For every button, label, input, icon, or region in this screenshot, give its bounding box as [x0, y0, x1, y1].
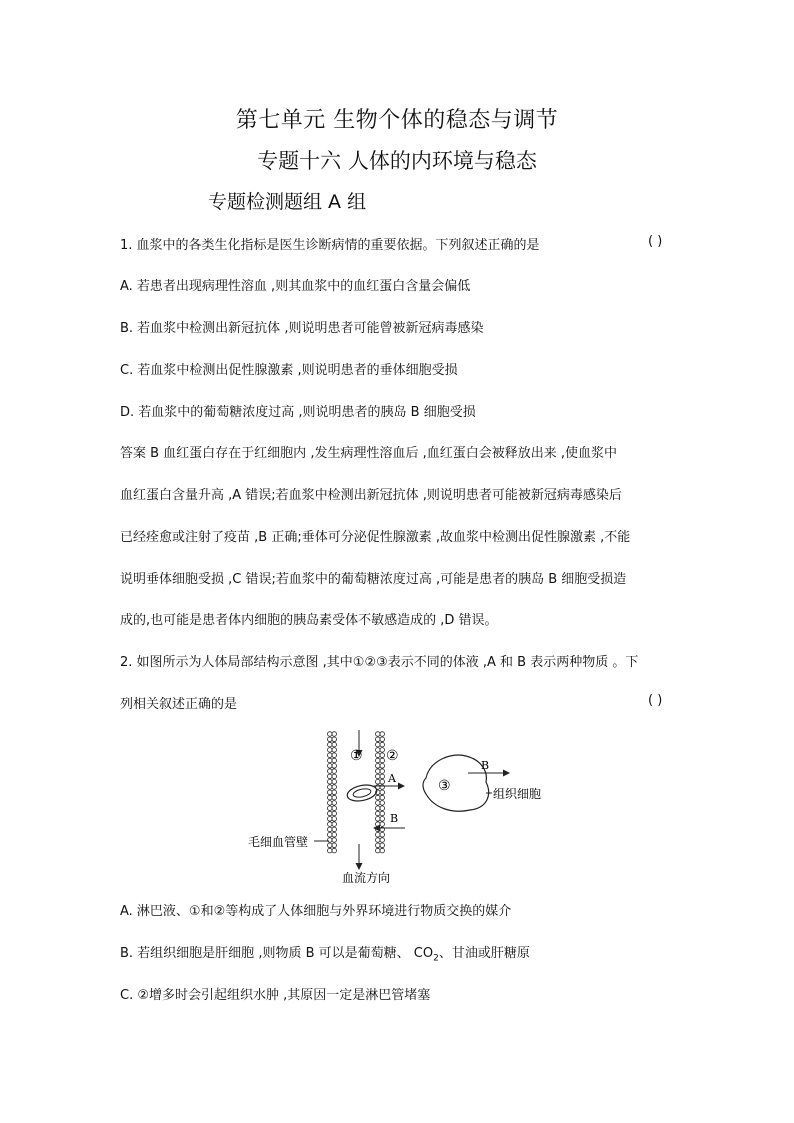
capillary-wall-bead	[376, 737, 381, 742]
q1-answer-line-5: 成的,也可能是患者体内细胞的胰岛素受体不敏感造成的 ,D 错误。	[120, 613, 498, 628]
label-blood-flow: 血流方向	[342, 871, 391, 885]
capillary-wall-bead	[332, 838, 337, 843]
capillary-wall-bead	[332, 758, 337, 763]
q2-stem-line-1: 2. 如图所示为人体局部结构示意图 ,其中①②③表示不同的体液 ,A 和 B 表示两种物质 。下	[120, 655, 639, 670]
capillary-wall-bead	[376, 795, 381, 800]
q1-stem: 1. 血浆中的各类生化指标是医生诊断病情的重要依据。下列叙述正确的是	[120, 238, 540, 253]
q1-answer-line-3: 已经痊愈或注射了疫苗 ,B 正确;垂体可分泌促性腺激素 ,故血浆中检测出促性腺激素 ,不能	[120, 530, 631, 545]
capillary-wall-bead	[328, 774, 333, 779]
capillary-wall-bead	[380, 732, 385, 737]
capillary-wall-bead	[376, 817, 381, 822]
capillary-wall-bead	[328, 785, 333, 790]
capillary-wall-bead	[376, 806, 381, 811]
capillary-wall-bead	[332, 732, 337, 737]
capillary-wall-bead	[376, 774, 381, 779]
red-blood-cell	[346, 783, 378, 804]
capillary-wall-bead	[376, 758, 381, 763]
capillary-wall-bead	[376, 764, 381, 769]
capillary-wall-bead	[380, 806, 385, 811]
capillary-wall-bead	[380, 742, 385, 747]
capillary-wall-bead	[380, 832, 385, 837]
label-fluid-2: ②	[386, 748, 399, 764]
capillary-wall-bead	[380, 779, 385, 784]
capillary-wall-bead	[380, 843, 385, 848]
capillary-wall-bead	[376, 748, 381, 753]
capillary-wall-bead	[332, 795, 337, 800]
capillary-wall-bead	[376, 811, 381, 816]
capillary-wall-bead	[328, 779, 333, 784]
capillary-wall-bead	[332, 790, 337, 795]
capillary-wall-bead	[376, 843, 381, 848]
body-structure-diagram	[230, 722, 580, 888]
q2-option-b-rest: 、甘油或肝糖原	[438, 946, 530, 961]
capillary-wall-bead	[328, 753, 333, 758]
label-tissue-cell: 组织细胞	[493, 787, 542, 801]
capillary-wall-bead	[376, 769, 381, 774]
capillary-wall-bead	[328, 832, 333, 837]
capillary-wall-bead	[328, 732, 333, 737]
capillary-wall-bead	[328, 769, 333, 774]
capillary-wall-bead	[380, 753, 385, 758]
capillary-wall-bead	[332, 811, 337, 816]
capillary-wall-bead	[380, 848, 385, 853]
capillary-wall-bead	[376, 753, 381, 758]
capillary-wall-bead	[332, 827, 337, 832]
q1-answer-line-4: 说明垂体细胞受损 ,C 错误;若血浆中的葡萄糖浓度过高 ,可能是患者的胰岛 B 细胞受损造	[120, 572, 627, 587]
capillary-wall-bead	[328, 790, 333, 795]
q1-option-d: D. 若血浆中的葡萄糖浓度过高 ,则说明患者的胰岛 B 细胞受损	[120, 405, 476, 420]
capillary-wall-bead	[380, 801, 385, 806]
q1-answer-paren: ( )	[648, 234, 663, 249]
q2-option-b-subscript: 2	[433, 953, 439, 964]
capillary-wall-bead	[332, 817, 337, 822]
capillary-wall-bead	[380, 758, 385, 763]
unit-title: 第七单元 生物个体的稳态与调节	[235, 108, 559, 133]
capillary-wall-bead	[380, 795, 385, 800]
capillary-wall-bead	[376, 742, 381, 747]
q1-option-c: C. 若血浆中检测出促性腺激素 ,则说明患者的垂体细胞受损	[120, 363, 458, 378]
capillary-wall-bead	[328, 764, 333, 769]
capillary-wall-bead	[380, 811, 385, 816]
q1-answer-line-2: 血红蛋白含量升高 ,A 错误;若血浆中检测出新冠抗体 ,则说明患者可能被新冠病毒感染后	[120, 488, 622, 503]
capillary-wall-bead	[328, 811, 333, 816]
capillary-wall-bead	[328, 742, 333, 747]
capillary-wall-bead	[328, 817, 333, 822]
q2-stem-line-2: 列相关叙述正确的是	[120, 697, 238, 712]
q1-answer-line-1: 答案 B 血红蛋白存在于红细胞内 ,发生病理性溶血后 ,血红蛋白会被释放出来 ,使血浆中	[120, 446, 617, 461]
capillary-wall-left	[328, 732, 337, 853]
capillary-wall-bead	[332, 806, 337, 811]
q1-option-a: A. 若患者出现病理性溶血 ,则其血浆中的血红蛋白含量会偏低	[120, 279, 471, 294]
label-b-lower: B	[390, 812, 399, 825]
capillary-wall-bead	[328, 838, 333, 843]
q2-option-c: C. ②增多时会引起组织水肿 ,其原因一定是淋巴管堵塞	[120, 988, 431, 1003]
capillary-wall-bead	[332, 822, 337, 827]
capillary-wall-bead	[332, 769, 337, 774]
capillary-wall-bead	[332, 774, 337, 779]
arrow-a-head	[398, 783, 405, 790]
capillary-wall-bead	[332, 779, 337, 784]
capillary-wall-bead	[332, 785, 337, 790]
capillary-wall-bead	[328, 758, 333, 763]
capillary-wall-bead	[328, 737, 333, 742]
q1-option-b: B. 若血浆中检测出新冠抗体 ,则说明患者可能曾被新冠病毒感染	[120, 321, 484, 336]
capillary-wall-bead	[380, 822, 385, 827]
capillary-wall-bead	[380, 748, 385, 753]
group-title: 专题检测题组 A 组	[208, 191, 367, 213]
label-capillary-wall: 毛细血管壁	[248, 835, 309, 849]
q2-option-b	[120, 942, 530, 964]
capillary-wall-bead	[332, 801, 337, 806]
capillary-wall-bead	[380, 774, 385, 779]
red-blood-cell-center	[352, 787, 371, 798]
capillary-wall-bead	[328, 843, 333, 848]
capillary-wall-bead	[332, 832, 337, 837]
capillary-wall-bead	[380, 737, 385, 742]
tissue-cell-outline	[423, 755, 489, 811]
capillary-wall-bead	[380, 785, 385, 790]
capillary-wall-bead	[328, 822, 333, 827]
q2-option-a: A. 淋巴液、①和②等构成了人体细胞与外界环境进行物质交换的媒介	[120, 904, 512, 919]
bottom-flow-arrowhead	[356, 863, 363, 870]
capillary-wall-bead	[328, 827, 333, 832]
label-fluid-1: ①	[350, 748, 363, 764]
capillary-wall-bead	[376, 832, 381, 837]
label-fluid-3: ③	[438, 778, 451, 794]
topic-title: 专题十六 人体的内环境与稳态	[257, 149, 537, 173]
capillary-wall-bead	[332, 748, 337, 753]
capillary-wall-bead	[332, 848, 337, 853]
capillary-wall-bead	[332, 737, 337, 742]
q2-option-b-text: B. 若组织细胞是肝细胞 ,则物质 B 可以是葡萄糖、 CO	[120, 946, 434, 961]
capillary-wall-bead	[380, 769, 385, 774]
capillary-wall-bead	[332, 764, 337, 769]
capillary-wall-bead	[376, 848, 381, 853]
capillary-wall-bead	[380, 817, 385, 822]
capillary-wall-bead	[332, 753, 337, 758]
capillary-wall-bead	[376, 779, 381, 784]
capillary-wall-bead	[332, 843, 337, 848]
capillary-wall-bead	[332, 742, 337, 747]
capillary-wall-bead	[328, 848, 333, 853]
capillary-wall-bead	[376, 838, 381, 843]
capillary-wall-bead	[380, 838, 385, 843]
capillary-wall-bead	[376, 732, 381, 737]
q2-answer-paren: ( )	[648, 693, 663, 708]
capillary-wall-bead	[328, 748, 333, 753]
arrow-b-cell-head	[503, 770, 510, 777]
capillary-wall-bead	[380, 790, 385, 795]
capillary-wall-bead	[376, 801, 381, 806]
capillary-wall-bead	[328, 801, 333, 806]
capillary-wall-bead	[328, 806, 333, 811]
capillary-wall-bead	[328, 795, 333, 800]
capillary-wall-bead	[380, 764, 385, 769]
label-a: A	[388, 772, 396, 785]
label-b-cell: B	[481, 759, 490, 772]
